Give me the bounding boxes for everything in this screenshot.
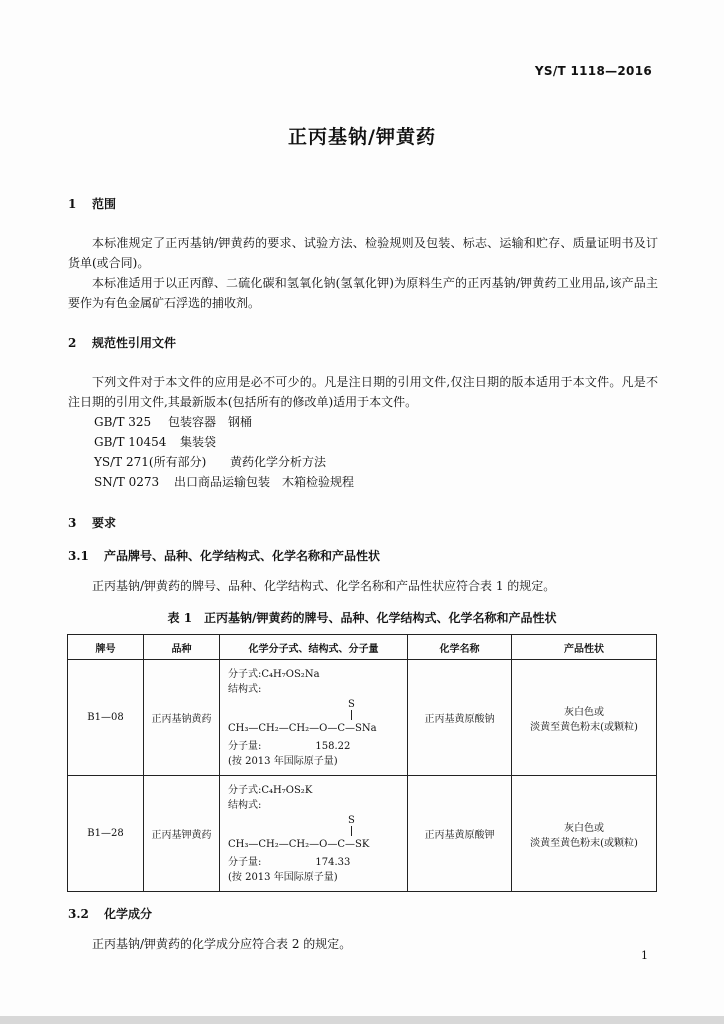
reference-title: 集装袋 bbox=[180, 435, 217, 449]
column-header: 化学分子式、结构式、分子量 bbox=[220, 635, 408, 660]
section-title: 化学成分 bbox=[104, 907, 153, 921]
subsection-3-2-heading bbox=[68, 905, 152, 922]
appearance-line: 灰白色或 bbox=[564, 706, 604, 718]
mass-value: 158.22 bbox=[315, 740, 351, 752]
normative-reference bbox=[94, 452, 326, 472]
variety-cell: 正丙基钾黄药 bbox=[144, 776, 220, 892]
carbon-chain: CH₃—CH₂—CH₂—O—C—SK bbox=[228, 838, 370, 850]
table-row bbox=[68, 660, 657, 776]
double-bond-line bbox=[351, 826, 352, 836]
section-3-heading bbox=[68, 514, 116, 531]
column-header: 产品性状 bbox=[512, 635, 657, 660]
page-number: 1 bbox=[641, 949, 648, 962]
molecular-mass-row bbox=[228, 739, 407, 754]
structure-cell bbox=[220, 660, 408, 776]
column-header: 品种 bbox=[144, 635, 220, 660]
grade-cell: B1—08 bbox=[68, 660, 144, 776]
reference-title: 包装容器 钢桶 bbox=[168, 415, 253, 429]
structural-formula bbox=[228, 813, 407, 855]
table-row bbox=[68, 776, 657, 892]
double-bond-line bbox=[351, 710, 352, 720]
molecular-mass-row bbox=[228, 855, 407, 870]
reference-code: SN/T 0273 bbox=[94, 475, 160, 489]
document-title: 正丙基钠/钾黄药 bbox=[288, 126, 436, 148]
standard-number: YS/T 1118—2016 bbox=[534, 64, 652, 78]
mass-label: 分子量: bbox=[228, 856, 262, 868]
section-1-paragraph-2: 本标准适用于以正丙醇、二硫化碳和氢氧化钠(氢氧化钾)为原料生产的正丙基钠/钾黄药工业用品,该产品主要作为有色金属矿石浮选的捕收剂。 bbox=[68, 276, 658, 310]
section-number: 3 bbox=[68, 516, 77, 530]
mass-label: 分子量: bbox=[228, 740, 262, 752]
section-title: 产品牌号、品种、化学结构式、化学名称和产品性状 bbox=[104, 549, 381, 563]
atomic-weight-note: (按 2013 年国际原子量) bbox=[228, 755, 338, 767]
reference-code: YS/T 271(所有部分) bbox=[94, 455, 207, 469]
chemical-name-cell: 正丙基黄原酸钠 bbox=[408, 660, 512, 776]
reference-title: 黄药化学分析方法 bbox=[230, 455, 327, 469]
column-header: 化学名称 bbox=[408, 635, 512, 660]
appearance-cell bbox=[512, 660, 657, 776]
section-1-paragraph-1: 本标准规定了正丙基钠/钾黄药的要求、试验方法、检验规则及包装、标志、运输和贮存、质量证明书及订货单(或合同)。 bbox=[68, 236, 658, 270]
structural-formula bbox=[228, 697, 407, 739]
page-bottom-edge bbox=[0, 1016, 724, 1024]
appearance-line: 淡黄至黄色粉末(或颗粒) bbox=[530, 721, 638, 733]
normative-reference bbox=[94, 472, 354, 492]
structure-label: 结构式: bbox=[228, 799, 262, 811]
section-number: 1 bbox=[68, 197, 77, 211]
column-header: 牌号 bbox=[68, 635, 144, 660]
section-2-heading bbox=[68, 334, 176, 351]
molecular-formula: 分子式:C₄H₇OS₂Na bbox=[228, 668, 320, 680]
subsection-3-1-paragraph: 正丙基钠/钾黄药的牌号、品种、化学结构式、化学名称和产品性状应符合表 1 的规定。 bbox=[92, 579, 556, 593]
appearance-line: 灰白色或 bbox=[564, 822, 604, 834]
section-number: 3.2 bbox=[68, 907, 89, 921]
sulfur-atom: S bbox=[348, 698, 355, 710]
atomic-weight-note: (按 2013 年国际原子量) bbox=[228, 871, 338, 883]
product-table bbox=[67, 634, 657, 892]
structure-label: 结构式: bbox=[228, 683, 262, 695]
appearance-line: 淡黄至黄色粉末(或颗粒) bbox=[530, 837, 638, 849]
section-1-heading bbox=[68, 195, 116, 212]
variety-cell: 正丙基钠黄药 bbox=[144, 660, 220, 776]
section-2-paragraph: 下列文件对于本文件的应用是必不可少的。凡是注日期的引用文件,仅注日期的版本适用于本文件。凡是不注日期的引用文件,其最新版本(包括所有的修改单)适用于本文件。 bbox=[68, 375, 658, 409]
table-1-caption: 表 1 正丙基钠/钾黄药的牌号、品种、化学结构式、化学名称和产品性状 bbox=[167, 611, 557, 625]
mass-value: 174.33 bbox=[315, 856, 351, 868]
sulfur-atom: S bbox=[348, 814, 355, 826]
structure-cell bbox=[220, 776, 408, 892]
normative-reference bbox=[94, 412, 252, 432]
grade-cell: B1—28 bbox=[68, 776, 144, 892]
subsection-3-2-paragraph: 正丙基钠/钾黄药的化学成分应符合表 2 的规定。 bbox=[92, 937, 352, 951]
subsection-3-1-heading bbox=[68, 547, 380, 564]
carbon-chain: CH₃—CH₂—CH₂—O—C—SNa bbox=[228, 722, 377, 734]
molecular-formula: 分子式:C₄H₇OS₂K bbox=[228, 784, 313, 796]
section-title: 规范性引用文件 bbox=[92, 336, 177, 350]
section-title: 范围 bbox=[92, 197, 117, 211]
section-number: 3.1 bbox=[68, 549, 89, 563]
table-header-row bbox=[68, 635, 657, 660]
reference-code: GB/T 325 bbox=[94, 415, 152, 429]
normative-reference bbox=[94, 432, 216, 452]
appearance-cell bbox=[512, 776, 657, 892]
section-title: 要求 bbox=[92, 516, 117, 530]
reference-code: GB/T 10454 bbox=[94, 435, 167, 449]
reference-title: 出口商品运输包装 木箱检验规程 bbox=[174, 475, 355, 489]
section-number: 2 bbox=[68, 336, 77, 350]
chemical-name-cell: 正丙基黄原酸钾 bbox=[408, 776, 512, 892]
